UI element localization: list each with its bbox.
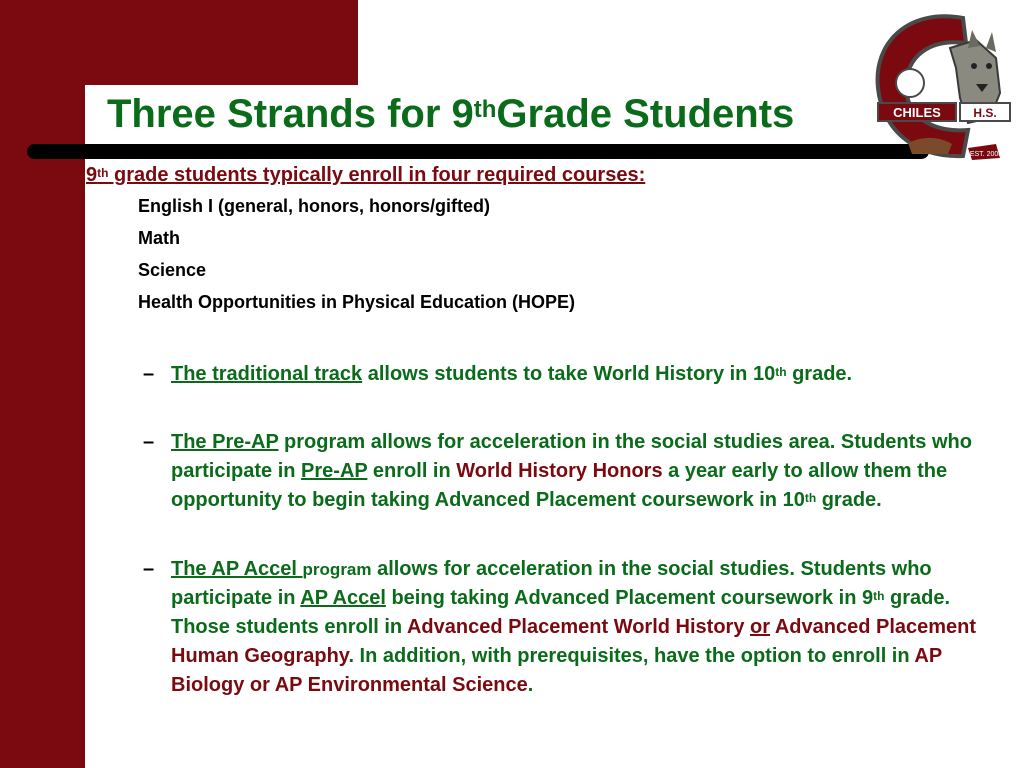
dash-bullet: – — [143, 363, 155, 385]
course-item: Health Opportunities in Physical Education (HOPE) — [138, 292, 576, 312]
strand-apaccel-text: The AP Accel program allows for acceleration in the social studies. Students who participate in AP Accel being taking Advanced Placement coursework in 9th grade. Those students enroll in Advanced Placement World History or Advanced Placement Human Geography. In addition, with prerequisites, have the option to enroll in AP Biology or AP Environmental Science. — [171, 558, 977, 696]
dash-bullet: – — [143, 431, 155, 453]
strand-traditional-text: The traditional track allows students to take World History in 10th grade. — [171, 363, 853, 385]
dash-bullet: – — [143, 558, 155, 580]
top-maroon-band — [85, 0, 358, 85]
apaccel-link[interactable]: The AP Accel — [171, 558, 303, 580]
strand-preap — [143, 428, 1010, 515]
course-ap-human-geography: Advanced Placement Human Geography — [171, 616, 977, 667]
strand-preap-text: The Pre-AP program allows for acceleration in the social studies area. Students who participate in Pre-AP enroll in World History Honors a year early to allow them the opportunity to begin taking Advanced Placement coursework in 10th grade. — [171, 431, 972, 511]
course-world-history-honors: World History Honors — [456, 460, 663, 482]
svg-text:EST. 2000: EST. 2000 — [969, 151, 1003, 158]
slide-body — [86, 162, 1010, 700]
traditional-track-link[interactable]: The traditional track — [171, 363, 363, 385]
preap-inline-link[interactable]: Pre-AP — [301, 460, 368, 482]
course-ap-biology-env-science: AP Biology or AP Environmental Science — [171, 645, 942, 696]
svg-text:H.S.: H.S. — [973, 106, 997, 120]
apaccel-inline-link[interactable]: AP Accel — [300, 587, 386, 609]
slide-title: Three Strands for 9thGrade Students — [107, 92, 795, 136]
course-ap-world-history: Advanced Placement World History — [406, 616, 745, 638]
or-word: or — [750, 616, 771, 638]
title-divider — [27, 144, 929, 159]
svg-text:CHILES: CHILES — [893, 105, 941, 120]
left-maroon-band — [0, 0, 85, 768]
school-logo-icon — [868, 8, 1018, 164]
course-item: Science — [138, 260, 207, 280]
strand-traditional — [143, 360, 1010, 389]
intro-heading: 9th grade students typically enroll in four required courses: — [86, 164, 646, 186]
preap-link[interactable]: The Pre-AP — [171, 431, 279, 453]
strand-apaccel — [143, 555, 1010, 700]
course-item: English I (general, honors, honors/gifted) — [138, 196, 491, 216]
course-item: Math — [138, 228, 180, 248]
